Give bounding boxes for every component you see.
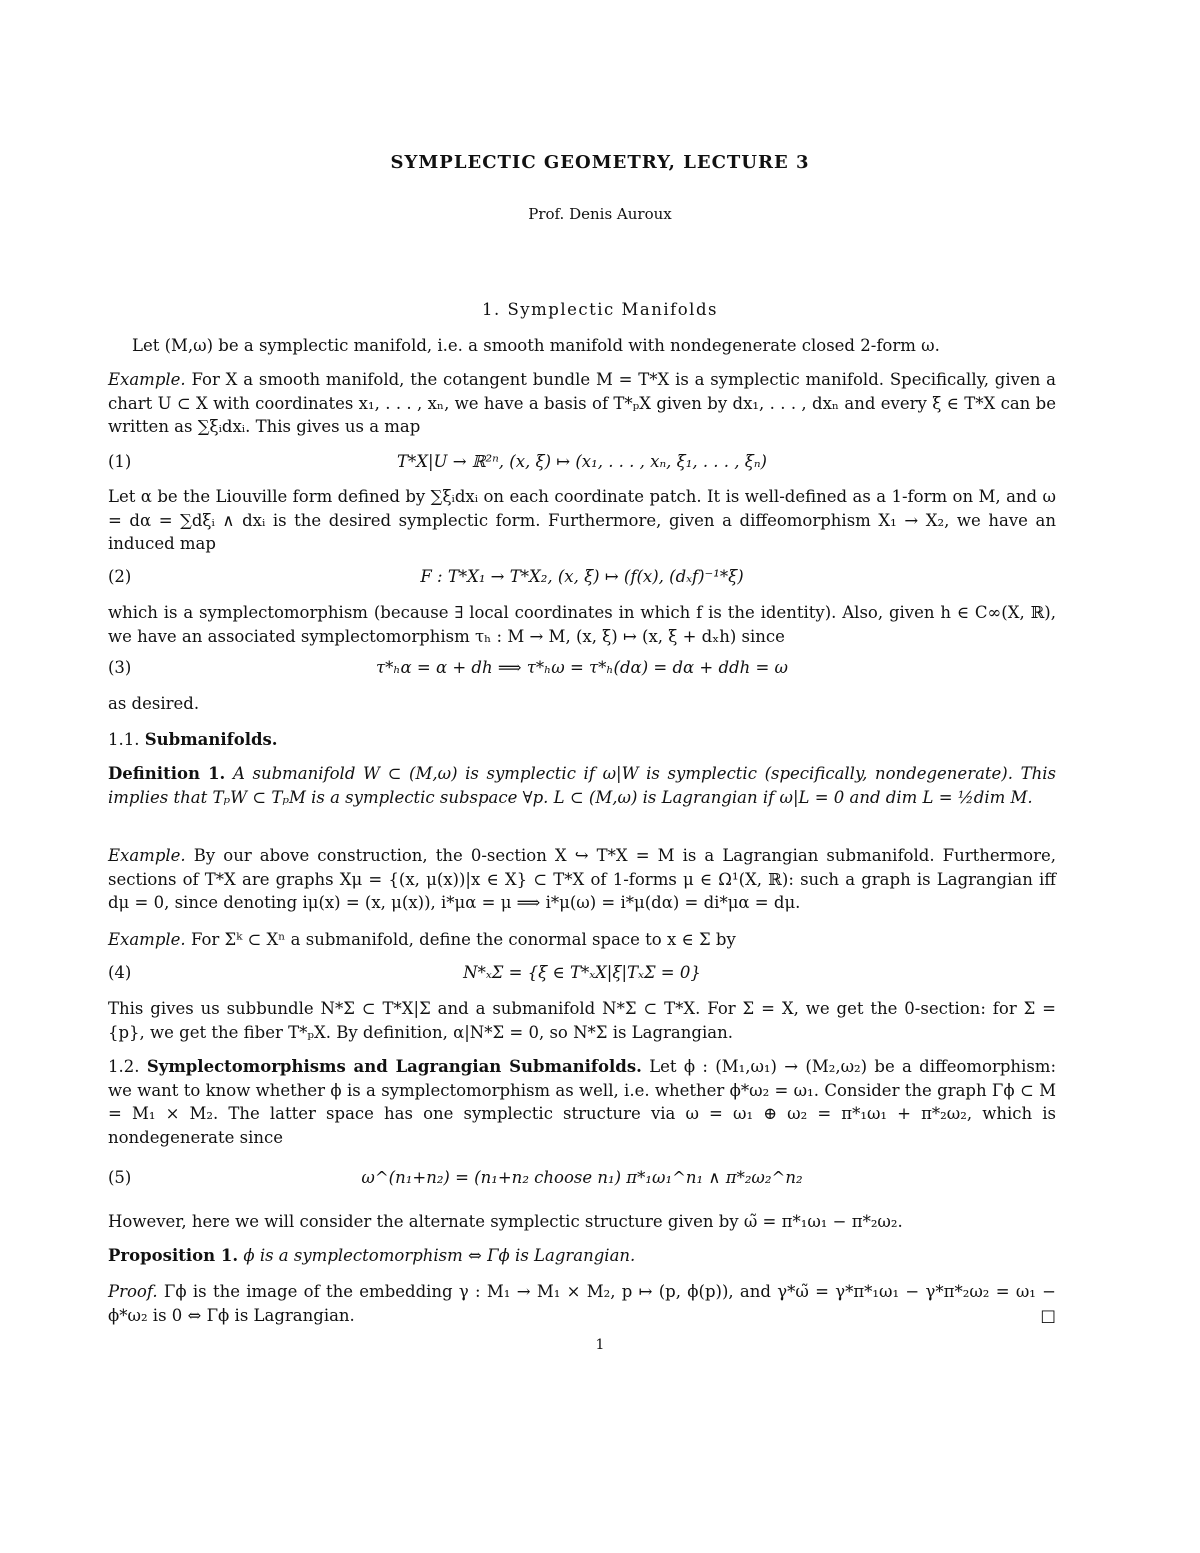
example-1 — [108, 368, 1056, 439]
equation-5-body: ω^(n₁+n₂) = (n₁+n₂ choose n₁) π*₁ω₁^n₁ ∧ π*₂ω₂^n₂ — [361, 1168, 803, 1187]
section-heading: 1. Symplectic Manifolds — [482, 300, 718, 319]
equation-2-number: (2) — [108, 567, 132, 586]
example-3-text: For Σᵏ ⊂ Xⁿ a submanifold, define the conormal space to x ∈ Σ by — [190, 930, 736, 949]
subsection-1-1-heading — [108, 728, 1056, 752]
alternate-structure-text: However, here we will consider the alternate symplectic structure given by ω̃ = π*₁ω₁ − π*₂ω₂. — [108, 1212, 903, 1231]
page-number: 1 — [595, 1337, 605, 1353]
equation-2-body: F : T*X₁ → T*X₂, (x, ξ) ↦ (f(x), (dₓf)⁻¹*ξ) — [420, 567, 744, 586]
example-3 — [108, 928, 1056, 952]
subsection-1-2 — [108, 1055, 1056, 1149]
subsection-1-2-number: 1.2. — [108, 1057, 140, 1076]
document-title: SYMPLECTIC GEOMETRY, LECTURE 3 — [390, 152, 810, 173]
equation-2 — [108, 565, 1056, 591]
example-2-lead: Example. — [108, 846, 186, 865]
equation-3 — [108, 656, 1056, 682]
subsection-1-1-title: Submanifolds. — [144, 730, 278, 749]
equation-5 — [108, 1166, 1056, 1192]
equation-1-body: T*X|U → ℝ²ⁿ, (x, ξ) ↦ (x₁, . . . , xₙ, ξ₁, . . . , ξₙ) — [396, 452, 767, 471]
definition-1 — [108, 762, 1056, 809]
equation-4 — [108, 961, 1056, 987]
equation-1 — [108, 450, 1056, 476]
equation-1-number: (1) — [108, 452, 132, 471]
proof — [108, 1280, 1056, 1327]
equation-3-number: (3) — [108, 658, 132, 677]
equation-4-body: N*ₓΣ = {ξ ∈ T*ₓX|ξ|TₓΣ = 0} — [463, 963, 701, 982]
subsection-1-2-text: Let ϕ : (M₁,ω₁) → (M₂,ω₂) be a diffeomorphism: we want to know whether ϕ is a symplectomorphism as well, i.e. whether ϕ*ω₂ = ω₁. Consider the graph Γϕ ⊂ M = M₁ × M₂. The latter space has one symplectic structure via ω = ω₁ ⊕ ω₂ = π*₁ω₁ + π*₂ω₂, which is nondegenerate since — [108, 1057, 1057, 1147]
example-2 — [108, 844, 1056, 915]
equation-4-number: (4) — [108, 963, 132, 982]
author-name: Prof. Denis Auroux — [528, 205, 672, 223]
proposition-1 — [108, 1244, 1056, 1268]
conormal-paragraph: This gives us subbundle N*Σ ⊂ T*X|Σ and a submanifold N*Σ ⊂ T*X. For Σ = X, we get the 0-section: for Σ = {p}, we get the fiber T*ₚX. By definition, α|N*Σ = 0, so N*Σ is Lagrangian. — [108, 999, 1056, 1042]
equation-3-body: τ*ₕα = α + dh ⟹ τ*ₕω = τ*ₕ(dα) = dα + ddh = ω — [375, 658, 788, 677]
liouville-paragraph: Let α be the Liouville form defined by ∑ξᵢdxᵢ on each coordinate patch. It is well-defined as a 1-form on M, and ω = dα = ∑dξᵢ ∧ dxᵢ is the desired symplectic form. Furthermore, given a diffeomorphism X₁ → X₂, we have an induced map — [108, 487, 1056, 553]
proof-lead: Proof. — [108, 1282, 158, 1301]
example-3-lead: Example. — [108, 930, 186, 949]
qed-symbol: □ — [1040, 1305, 1056, 1325]
subsection-1-2-title: Symplectomorphisms and Lagrangian Submanifolds. — [146, 1057, 642, 1076]
equation-5-number: (5) — [108, 1168, 132, 1187]
intro-paragraph: Let (M,ω) be a symplectic manifold, i.e. a smooth manifold with nondegenerate closed 2-form ω. — [132, 336, 940, 355]
example-1-lead: Example. — [108, 370, 186, 389]
example-1-text: For X a smooth manifold, the cotangent bundle M = T*X is a symplectic manifold. Specifically, given a chart U ⊂ X with coordinates x₁, . . . , xₙ, we have a basis of T*ₚX given by dx₁, . . . , dxₙ and every ξ ∈ T*X can be written as ∑ξᵢdxᵢ. This gives us a map — [108, 370, 1056, 436]
example-2-text: By our above construction, the 0-section X ↪ T*X = M is a Lagrangian submanifold. Furthermore, sections of T*X are graphs Xμ = {(x, μ(x))|x ∈ X} ⊂ T*X of 1-forms μ ∈ Ω¹(X, ℝ): such a graph is Lagrangian iff dμ = 0, since denoting iμ(x) = (x, μ(x)), i*μα = μ ⟹ i*μ(ω) = i*μ(dα) = di*μα = dμ. — [108, 846, 1056, 912]
definition-1-text: A submanifold W ⊂ (M,ω) is symplectic if ω|W is symplectic (specifically, nondegenerate). This implies that TₚW ⊂ TₚM is a symplectic subspace ∀p. L ⊂ (M,ω) is Lagrangian if ω|L = 0 and dim L = ½dim M. — [108, 764, 1056, 807]
proposition-1-lead: Proposition 1. — [108, 1246, 239, 1265]
subsection-1-1-number: 1.1. — [108, 730, 140, 749]
as-desired-text: as desired. — [108, 694, 200, 713]
proposition-1-text: ϕ is a symplectomorphism ⇔ Γϕ is Lagrangian. — [243, 1246, 636, 1265]
proof-text: Γϕ is the image of the embedding γ : M₁ → M₁ × M₂, p ↦ (p, ϕ(p)), and γ*ω̃ = γ*π*₁ω₁ − γ*π*₂ω₂ = ω₁ − ϕ*ω₂ is 0 ⇔ Γϕ is Lagrangian. — [108, 1282, 1056, 1325]
symplectomorphism-paragraph: which is a symplectomorphism (because ∃ local coordinates in which f is the identity). Also, given h ∈ C∞(X, ℝ), we have an associated symplectomorphism τₕ : M → M, (x, ξ) ↦ (x, ξ + dₓh) since — [108, 603, 1056, 646]
definition-1-lead: Definition 1. — [108, 764, 226, 783]
